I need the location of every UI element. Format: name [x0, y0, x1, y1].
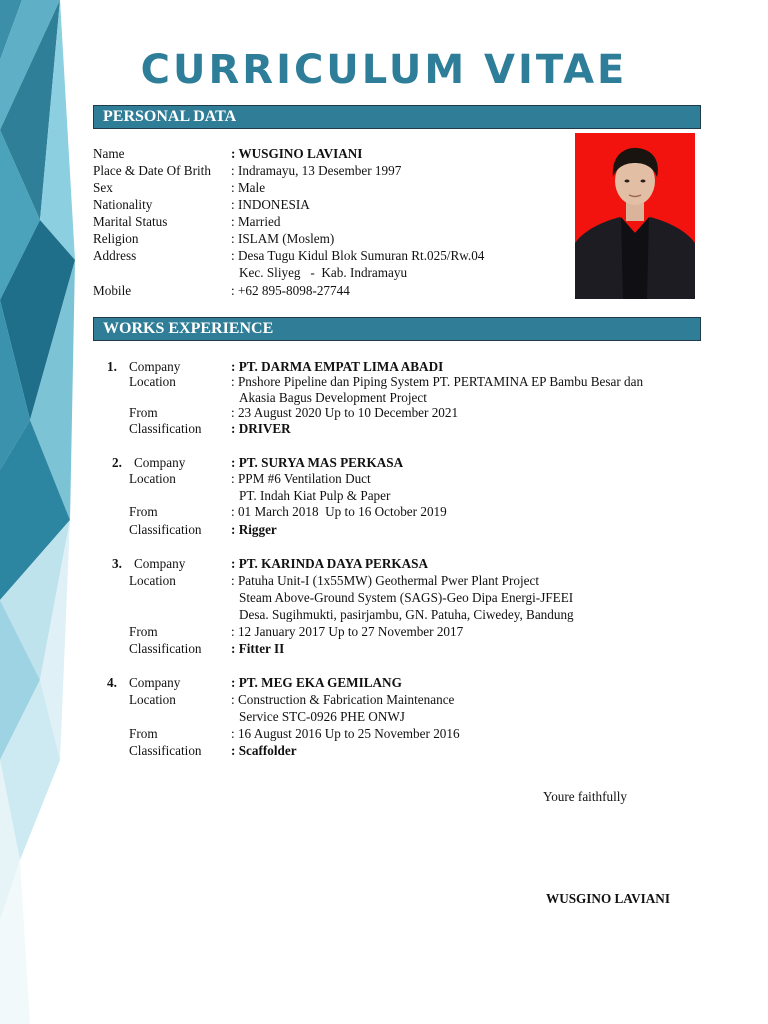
- company-value: : PT. SURYA MAS PERKASA: [231, 455, 404, 470]
- job-number: 4.: [107, 675, 117, 690]
- location-value-continued: Steam Above-Ground System (SAGS)-Geo Dipa Energi-JFEEI: [239, 590, 574, 605]
- location-value: : Construction & Fabrication Maintenance: [231, 692, 455, 707]
- location-value: : Patuha Unit-I (1x55MW) Geothermal Pwer Plant Project: [231, 573, 540, 588]
- field-value: : Desa Tugu Kidul Blok Sumuran Rt.025/Rw.04: [231, 248, 485, 263]
- field-label: Mobile: [93, 283, 132, 298]
- field-value-continued: Kec. Sliyeg - Kab. Indramayu: [239, 265, 408, 280]
- from-value: : 01 March 2018 Up to 16 October 2019: [231, 504, 447, 519]
- company-label: Company: [129, 675, 181, 690]
- field-value: : +62 895-8098-27744: [231, 283, 350, 298]
- signature-name: WUSGINO LAVIANI: [546, 891, 670, 906]
- classification-label: Classification: [129, 421, 202, 436]
- location-value-continued: Desa. Sugihmukti, pasirjambu, GN. Patuha, Ciwedey, Bandung: [239, 607, 574, 622]
- classification-value: : Scaffolder: [231, 743, 297, 758]
- field-value: : Male: [231, 180, 266, 195]
- company-label: Company: [129, 359, 181, 374]
- company-value: : PT. KARINDA DAYA PERKASA: [231, 556, 428, 571]
- classification-value: : Rigger: [231, 522, 277, 537]
- closing-text: Youre faithfully: [543, 789, 628, 804]
- decorative-side-pattern: [0, 0, 100, 1024]
- from-label: From: [129, 504, 158, 519]
- job-number: 1.: [107, 359, 117, 374]
- field-value: : ISLAM (Moslem): [231, 231, 335, 246]
- field-value: : INDONESIA: [231, 197, 310, 212]
- job-number: 3.: [112, 556, 122, 571]
- field-label: Address: [93, 248, 137, 263]
- from-label: From: [129, 726, 158, 741]
- location-value: : PPM #6 Ventilation Duct: [231, 471, 371, 486]
- company-label: Company: [134, 455, 186, 470]
- field-value: : Married: [231, 214, 281, 229]
- page-title: CURRICULUM VITAE: [140, 47, 628, 93]
- company-label: Company: [134, 556, 186, 571]
- location-value-continued: PT. Indah Kiat Pulp & Paper: [239, 488, 391, 503]
- location-label: Location: [129, 471, 176, 486]
- company-value: : PT. MEG EKA GEMILANG: [231, 675, 402, 690]
- classification-value: : Fitter II: [231, 641, 285, 656]
- from-value: : 16 August 2016 Up to 25 November 2016: [231, 726, 460, 741]
- from-value: : 12 January 2017 Up to 27 November 2017: [231, 624, 464, 639]
- field-label: Sex: [93, 180, 113, 195]
- field-label: Nationality: [93, 197, 153, 212]
- classification-value: : DRIVER: [231, 421, 291, 436]
- field-label: Name: [93, 146, 125, 161]
- from-label: From: [129, 624, 158, 639]
- location-label: Location: [129, 374, 176, 389]
- location-value: : Pnshore Pipeline dan Piping System PT. PERTAMINA EP Bambu Besar dan: [231, 374, 644, 389]
- field-label: Religion: [93, 231, 139, 246]
- location-label: Location: [129, 692, 176, 707]
- classification-label: Classification: [129, 641, 202, 656]
- field-label: Place & Date Of Brith: [93, 163, 211, 178]
- location-label: Location: [129, 573, 176, 588]
- classification-label: Classification: [129, 522, 202, 537]
- job-number: 2.: [112, 455, 122, 470]
- from-value: : 23 August 2020 Up to 10 December 2021: [231, 405, 459, 420]
- personal-data-heading: PERSONAL DATA: [93, 105, 701, 129]
- company-value: : PT. DARMA EMPAT LIMA ABADI: [231, 359, 444, 374]
- works-experience-heading: WORKS EXPERIENCE: [93, 317, 701, 341]
- classification-label: Classification: [129, 743, 202, 758]
- field-value-name: : WUSGINO LAVIANI: [231, 146, 363, 161]
- person-silhouette-icon: [575, 133, 695, 299]
- location-value-continued: Akasia Bagus Development Project: [239, 390, 427, 405]
- profile-photo: [575, 133, 695, 299]
- field-value: : Indramayu, 13 Desember 1997: [231, 163, 402, 178]
- from-label: From: [129, 405, 158, 420]
- field-label: Marital Status: [93, 214, 168, 229]
- location-value-continued: Service STC-0926 PHE ONWJ: [239, 709, 405, 724]
